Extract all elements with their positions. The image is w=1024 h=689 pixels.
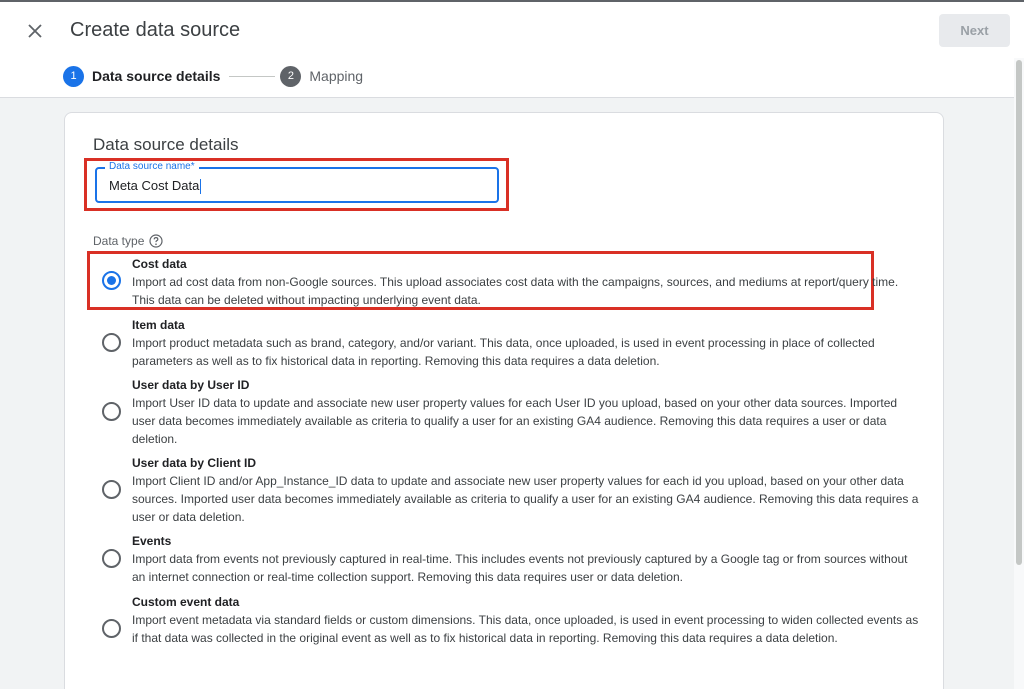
radio-cost-data[interactable] <box>102 271 121 290</box>
option-title: Cost data <box>132 257 187 271</box>
option-text <box>132 454 922 526</box>
step-1-label[interactable]: Data source details <box>92 68 221 84</box>
option-title: Custom event data <box>132 595 240 609</box>
stepper <box>63 65 363 87</box>
step-1-number: 1 <box>63 66 84 87</box>
option-title: Events <box>132 534 172 548</box>
radio-user-data-by-user-id[interactable] <box>102 402 121 421</box>
option-description: Import User ID data to update and associate new user property values for each User ID you upload, based on your other data sources. Imported user data becomes immediately available as criteria to qualify a user for an existing GA4 audience. Removing this data requires a user or data deletion. <box>132 396 898 446</box>
top-bar <box>0 0 1024 98</box>
option-text <box>132 532 922 586</box>
data-source-name-value[interactable]: Meta Cost Data <box>109 178 200 193</box>
radio-custom-event-data[interactable] <box>102 619 121 638</box>
option-text <box>132 376 922 448</box>
next-button[interactable]: Next <box>939 14 1010 47</box>
radio-user-data-by-client-id[interactable] <box>102 480 121 499</box>
help-circle-icon[interactable] <box>149 234 163 248</box>
scrollbar-thumb[interactable] <box>1016 60 1022 565</box>
data-source-name-label: Data source name* <box>105 161 199 173</box>
step-2-label[interactable]: Mapping <box>309 68 364 84</box>
option-text <box>132 593 922 647</box>
radio-item-data[interactable] <box>102 333 121 352</box>
close-button[interactable] <box>22 18 48 44</box>
data-type-label <box>93 234 163 248</box>
option-title: User data by Client ID <box>132 456 257 470</box>
data-source-details-card <box>64 112 944 689</box>
data-source-name-field[interactable] <box>95 161 499 203</box>
page-title: Create data source <box>70 19 241 41</box>
option-text <box>132 316 922 370</box>
text-caret <box>200 179 201 194</box>
option-title: Item data <box>132 318 185 332</box>
option-description: Import event metadata via standard fields or custom dimensions. This data, once uploaded, is used in event processing to widen collected events as if that data was collected in the original event as well as to fix historical data in reporting. Removing this data requires a data deletion. <box>132 613 919 645</box>
option-description: Import Client ID and/or App_Instance_ID data to update and associate new user property values for each id you upload, based on your other data sources. Imported user data becomes immediately available as criteria to qualify a user for an existing GA4 audience. Removing this data requires a user or data deletion. <box>132 474 919 524</box>
step-connector <box>229 76 275 77</box>
option-description: Import product metadata such as brand, category, and/or variant. This data, once uploaded, is used in event processing in place of collected parameters as well as to fix historical data in reporting. Removing this data requires a data deletion. <box>132 336 875 368</box>
option-description: Import data from events not previously captured in real-time. This includes events not previously captured by a Google tag or from sources without an internet connection or real-time collection support. Removing this data requires user or data deletion. <box>132 552 908 584</box>
scrollbar[interactable] <box>1014 58 1024 689</box>
card-title: Data source details <box>93 135 239 154</box>
radio-events[interactable] <box>102 549 121 568</box>
close-icon <box>27 23 43 39</box>
data-type-label-text: Data type <box>93 234 145 248</box>
step-2-number: 2 <box>280 66 301 87</box>
option-description: Import ad cost data from non-Google sources. This upload associates cost data with the campaigns, sources, and mediums at report/query time. This data can be deleted without impacting underlying event data. <box>132 275 899 307</box>
option-title: User data by User ID <box>132 378 250 392</box>
option-text <box>132 255 922 309</box>
